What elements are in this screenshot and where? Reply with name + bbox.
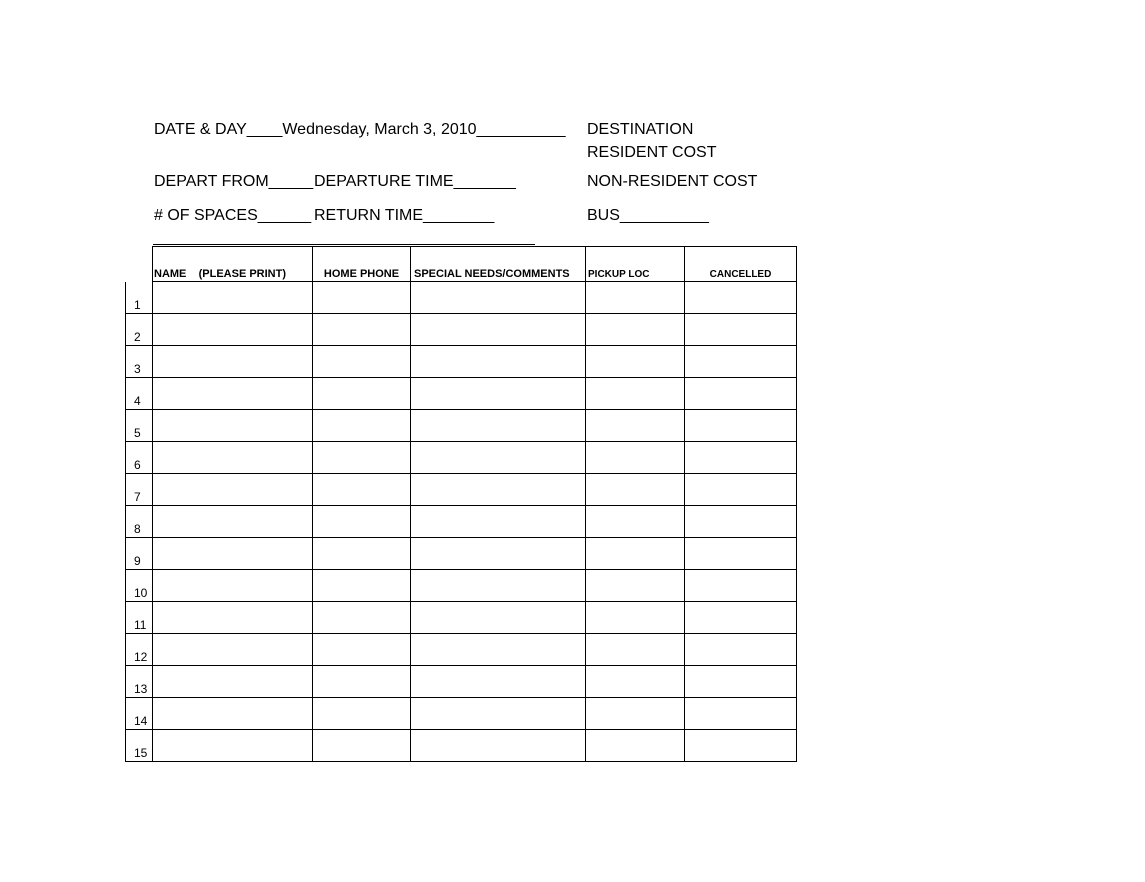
cell-name[interactable] [153,410,313,442]
table-row [126,730,797,762]
col-header-special-needs: SPECIAL NEEDS/COMMENTS [411,247,586,282]
cell-pickup-loc[interactable] [586,506,685,538]
cell-special-needs[interactable] [411,666,586,698]
cell-cancelled[interactable] [685,410,797,442]
cell-special-needs[interactable] [411,474,586,506]
cell-name[interactable] [153,602,313,634]
row-number: 9 [126,538,153,570]
depart-from-line: DEPART FROM_____ [154,173,314,190]
spaces-line: # OF SPACES______ [154,207,312,224]
table-row [126,410,797,442]
cell-home-phone[interactable] [313,634,411,666]
row-number: 15 [126,730,153,762]
cell-home-phone[interactable] [313,666,411,698]
cell-pickup-loc[interactable] [586,314,685,346]
row-number: 13 [126,666,153,698]
cell-cancelled[interactable] [685,314,797,346]
cell-pickup-loc[interactable] [586,442,685,474]
table-row [126,314,797,346]
cell-name[interactable] [153,378,313,410]
signup-table [125,246,797,762]
row-number: 7 [126,474,153,506]
cell-home-phone[interactable] [313,602,411,634]
cell-name[interactable] [153,698,313,730]
table-row [126,378,797,410]
cell-name[interactable] [153,666,313,698]
cell-pickup-loc[interactable] [586,666,685,698]
cell-name[interactable] [153,730,313,762]
cell-cancelled[interactable] [685,506,797,538]
row-number: 11 [126,602,153,634]
cell-special-needs[interactable] [411,730,586,762]
table-row [126,282,797,314]
cell-home-phone[interactable] [313,314,411,346]
cell-name[interactable] [153,570,313,602]
cell-home-phone[interactable] [313,506,411,538]
cell-home-phone[interactable] [313,346,411,378]
cell-cancelled[interactable] [685,602,797,634]
table-row [126,538,797,570]
cell-special-needs[interactable] [411,346,586,378]
cell-home-phone[interactable] [313,730,411,762]
cell-cancelled[interactable] [685,698,797,730]
cell-home-phone[interactable] [313,378,411,410]
cell-cancelled[interactable] [685,442,797,474]
cell-special-needs[interactable] [411,538,586,570]
cell-name[interactable] [153,506,313,538]
cell-pickup-loc[interactable] [586,378,685,410]
cell-pickup-loc[interactable] [586,570,685,602]
cell-special-needs[interactable] [411,698,586,730]
departure-time-line: DEPARTURE TIME_______ [314,173,516,190]
cell-name[interactable] [153,474,313,506]
date-day-line: DATE & DAY____Wednesday, March 3, 2010__________ [154,121,566,138]
col-header-home-phone: HOME PHONE [313,247,411,282]
table-row [126,506,797,538]
cell-name[interactable] [153,634,313,666]
cell-home-phone[interactable] [313,442,411,474]
cell-special-needs[interactable] [411,282,586,314]
table-row [126,346,797,378]
cell-pickup-loc[interactable] [586,282,685,314]
cell-home-phone[interactable] [313,410,411,442]
cell-cancelled[interactable] [685,538,797,570]
cell-name[interactable] [153,282,313,314]
cell-pickup-loc[interactable] [586,602,685,634]
table-row [126,602,797,634]
row-number: 1 [126,282,153,314]
table-row [126,442,797,474]
row-number: 10 [126,570,153,602]
cell-pickup-loc[interactable] [586,730,685,762]
row-number: 6 [126,442,153,474]
cell-cancelled[interactable] [685,570,797,602]
col-header-name: NAME (PLEASE PRINT) [153,247,313,282]
cell-name[interactable] [153,538,313,570]
row-number: 3 [126,346,153,378]
row-number: 8 [126,506,153,538]
cell-special-needs[interactable] [411,378,586,410]
non-resident-cost-label: NON-RESIDENT COST [587,173,758,190]
row-number: 4 [126,378,153,410]
resident-cost-label: RESIDENT COST [587,144,717,161]
table-row [126,634,797,666]
row-number: 2 [126,314,153,346]
cell-name[interactable] [153,442,313,474]
col-header-cancelled: CANCELLED [685,247,797,282]
cell-cancelled[interactable] [685,666,797,698]
cell-name[interactable] [153,314,313,346]
table-header-row [126,247,797,282]
col-header-pickup-loc: PICKUP LOC [586,247,685,282]
table-row [126,474,797,506]
cell-cancelled[interactable] [685,730,797,762]
cell-home-phone[interactable] [313,538,411,570]
cell-pickup-loc[interactable] [586,346,685,378]
cell-pickup-loc[interactable] [586,634,685,666]
cell-cancelled[interactable] [685,282,797,314]
cell-pickup-loc[interactable] [586,474,685,506]
cell-cancelled[interactable] [685,346,797,378]
cell-special-needs[interactable] [411,602,586,634]
cell-home-phone[interactable] [313,698,411,730]
cell-home-phone[interactable] [313,474,411,506]
cell-pickup-loc[interactable] [586,538,685,570]
bus-line: BUS__________ [587,207,709,224]
cell-pickup-loc[interactable] [586,698,685,730]
table-row [126,698,797,730]
cell-special-needs[interactable] [411,410,586,442]
cell-home-phone[interactable] [313,570,411,602]
cell-special-needs[interactable] [411,314,586,346]
table-row [126,570,797,602]
cell-cancelled[interactable] [685,474,797,506]
cell-cancelled[interactable] [685,634,797,666]
table-row [126,666,797,698]
cell-special-needs[interactable] [411,634,586,666]
cell-cancelled[interactable] [685,378,797,410]
return-time-line: RETURN TIME________ [314,207,495,224]
cell-name[interactable] [153,346,313,378]
corner-cell [126,247,153,282]
row-number: 14 [126,698,153,730]
cell-home-phone[interactable] [313,282,411,314]
destination-label: DESTINATION [587,121,694,138]
row-number: 5 [126,410,153,442]
cell-special-needs[interactable] [411,506,586,538]
row-number: 12 [126,634,153,666]
cell-special-needs[interactable] [411,442,586,474]
cell-pickup-loc[interactable] [586,410,685,442]
divider-line [153,244,535,245]
cell-special-needs[interactable] [411,570,586,602]
